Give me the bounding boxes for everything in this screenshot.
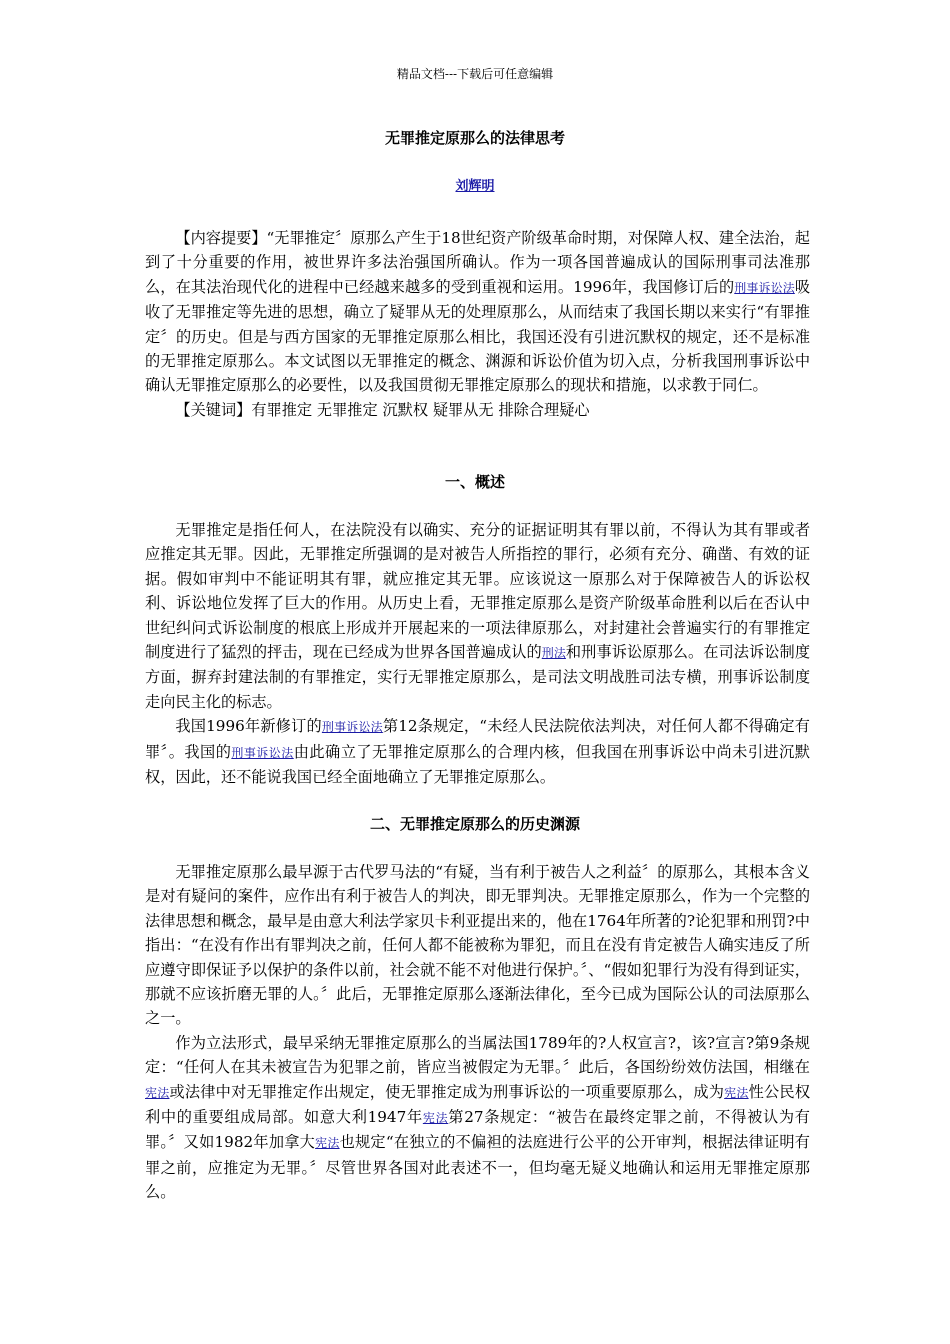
text-segment: 无罪推定是指任何人，在法院没有以确实、充分的证据证明其有罪以前，不得认为其有罪或者应推定其无罪。因此，无罪推定所强调的是对被告人所指控的罪行，必须有充分、确凿、有效的证据。假如审判中不能证明其有罪，就应推定其无罪。应该说这一原那么对于保障被告人的诉讼权利、诉讼地位发挥了巨大的作用。从历史上看，无罪推定原那么是资产阶级革命胜利以后在否认中世纪纠问式诉讼制度的根底上形成并开展起来的一项法律原那么，对封建社会普遍实行的有罪推定制度进行了猛烈的抨击，现在已经成为世界各国普遍成认的 <box>145 521 810 662</box>
section-heading-1: 一、概述 <box>444 473 505 491</box>
section1-paragraph-2 <box>145 714 810 789</box>
section2-paragraph-2 <box>145 1031 810 1205</box>
section-heading-2: 二、无罪推定原那么的历史渊源 <box>369 815 580 833</box>
document-title: 无罪推定原那么的法律思考 <box>384 129 565 147</box>
text-segment: 【内容提要】“无罪推定〞原那么产生于18世纪资产阶级革命时期，对保障人权、建全法治，起到了十分重要的作用，被世界许多法治强国所确认。作为一项各国普遍成认的国际刑事司法准那么，在其法治现代化的进程中已经越来越多的受到重视和运用。1996年，我国修订后的 <box>145 229 810 296</box>
law-link[interactable]: 宪法 <box>315 1136 340 1151</box>
abstract-paragraph <box>145 226 810 398</box>
law-link[interactable]: 刑法 <box>541 646 566 661</box>
section1-paragraph-1 <box>145 518 810 714</box>
law-link[interactable]: 刑事诉讼法 <box>321 720 383 735</box>
page-header: 精品文档---下载后可任意编辑 <box>396 67 554 81</box>
author-line <box>0 178 950 196</box>
text-segment: 和刑事诉讼原那么。在司法诉讼制度方面，摒弃封建法制的有罪推定，实行无罪推定原那么，是司法文明战胜司法专横，刑事诉讼制度走向民主化的标志。 <box>145 643 811 711</box>
abstract-block <box>145 226 810 422</box>
text-segment: 第12条规定，“未经人民法院依法判决，对任何人都不得确定有罪〞。我国的 <box>145 717 810 761</box>
text-segment: 我国1996年新修订的 <box>175 717 322 736</box>
section2-paragraph-1: 无罪推定原那么最早源于古代罗马法的“有疑，当有利于被告人之利益〞的原那么，其根本含义是对有疑问的案件，应作出有利于被告人的判决，即无罪判决。无罪推定原那么，作为一个完整的法律思想和概念，最早是由意大利法学家贝卡利亚提出来的，他在1764年所著的?论犯罪和刑罚?中指出：“在没有作出有罪判决之前，任何人都不能被称为罪犯，而且在没有肯定被告人确实违反了所应遵守即保证予以保护的条件以前，社会就不能不对他进行保护。〞、“假如犯罪行为没有得到证实，那就不应该折磨无罪的人。〞此后，无罪推定原那么逐渐法律化，至今已成为国际公认的司法原那么之一。 <box>145 863 810 1028</box>
law-link[interactable]: 刑事诉讼法 <box>734 280 795 295</box>
section2-body <box>145 860 810 1205</box>
text-segment: 由此确立了无罪推定原那么的合理内核，但我国在刑事诉讼中尚未引进沉默权，因此，还不能说我国已经全面地确立了无罪推定原那么。 <box>145 742 810 787</box>
section1-body <box>145 518 810 789</box>
text-segment: 或法律中对无罪推定作出规定，使无罪推定成为刑事诉讼的一项重要原那么，成为 <box>169 1082 725 1101</box>
law-link[interactable]: 宪法 <box>422 1111 449 1126</box>
text-segment: 吸收了无罪推定等先进的思想，确立了疑罪从无的处理原那么，从而结束了我国长期以来实行“有罪推定〞的历史。但是与西方国家的无罪推定原那么相比，我国还没有引进沉默权的规定，还不是标准的无罪推定原那么。本文试图以无罪推定的概念、渊源和诉讼价值为切入点，分析我国刑事诉讼中确认无罪推定原那么的必要性，以及我国贯彻无罪推定原那么的现状和措施，以求教于同仁。 <box>145 277 810 395</box>
law-link[interactable]: 宪法 <box>724 1085 749 1100</box>
law-link[interactable]: 宪法 <box>145 1085 170 1100</box>
text-segment: 性公民权利中的重要组成局部。如意大利1947年 <box>145 1082 811 1127</box>
law-link[interactable]: 刑事诉讼法 <box>231 745 294 760</box>
keywords-paragraph: 【关键词】有罪推定 无罪推定 沉默权 疑罪从无 排除合理疑心 <box>175 400 590 419</box>
author-link[interactable]: 刘辉明 <box>455 179 495 194</box>
text-segment: 第27条规定：“被告在最终定罪之前，不得被认为有罪。〞又如1982年加拿大 <box>145 1108 810 1152</box>
text-segment: 作为立法形式，最早采纳无罪推定原那么的当属法国1789年的?人权宣言?，该?宣言?第9条规定：“任何人在其未被宣告为犯罪之前，皆应当被假定为无罪。〞此后，各国纷纷效仿法国，相继在 <box>145 1033 810 1077</box>
text-segment: 也规定“在独立的不偏袒的法庭进行公平的公开审判，根据法律证明有罪之前，应推定为无罪。〞尽管世界各国对此表述不一，但均毫无疑义地确认和运用无罪推定原那么。 <box>145 1133 810 1202</box>
